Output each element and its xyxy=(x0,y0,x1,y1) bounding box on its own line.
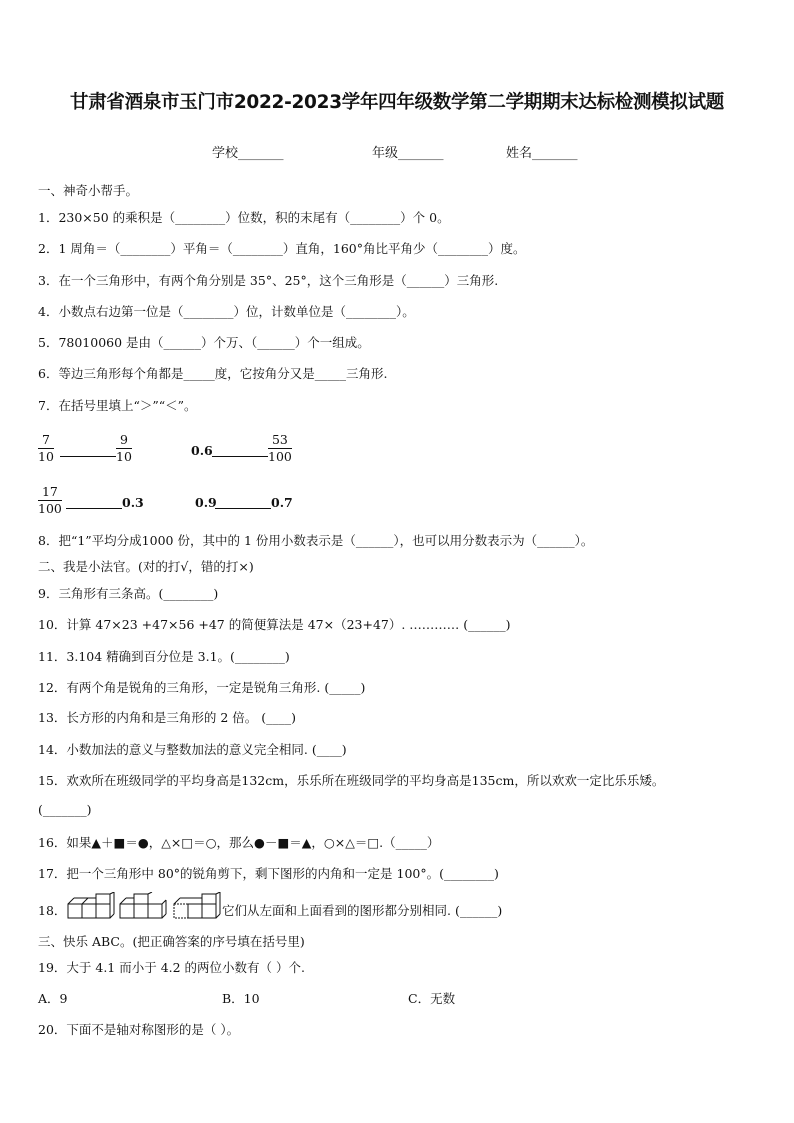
question-13: 13．长方形的内角和是三角形的 2 倍。 (____) xyxy=(38,710,297,725)
question-3: 3．在一个三角形中，有两个角分别是 35°、25°，这个三角形是（______）三角形. xyxy=(38,273,499,288)
cube-figure-2 xyxy=(118,892,168,924)
fraction: 17 100 xyxy=(38,484,62,516)
section-heading: 二、我是小法官。(对的打√，错的打×) xyxy=(38,559,254,574)
grade-field[interactable]: 年级_______ xyxy=(372,146,444,161)
question-4: 4．小数点右边第一位是（________）位，计数单位是（________）。 xyxy=(38,304,415,319)
section-heading: 三、快乐 ABC。(把正确答案的序号填在括号里) xyxy=(38,934,305,949)
cube-stack-icon xyxy=(118,892,168,924)
answer-blank[interactable] xyxy=(66,508,122,509)
question-17: 17．把一个三角形中 80°的锐角剪下，剩下图形的内角和一定是 100°。(________) xyxy=(38,866,499,881)
question-12: 12．有两个角是锐角的三角形，一定是锐角三角形. (_____) xyxy=(38,680,366,695)
fraction: 7 10 xyxy=(38,432,54,464)
decimal-value: 0.3 xyxy=(122,495,144,510)
decimal-value: 0.6 xyxy=(191,443,213,458)
exam-title: 甘肃省酒泉市玉门市2022-2023学年四年级数学第二学期期末达标检测模拟试题 xyxy=(70,92,724,113)
school-field[interactable]: 学校_______ xyxy=(212,146,284,161)
question-16: 16．如果▲＋■＝●，△×□＝○，那么●－■＝▲，○×△＝□.（_____） xyxy=(38,835,440,850)
question-8: 8．把“1”平均分成1000 份，其中的 1 份用小数表示是（______），也可以用分数表示为（______）。 xyxy=(38,533,594,548)
question-11: 11．3.104 精确到百分位是 3.1。(________) xyxy=(38,649,290,664)
answer-blank[interactable] xyxy=(215,508,271,509)
cube-stack-icon xyxy=(172,892,222,924)
question-2: 2．1 周角＝（________）平角＝（________）直角，160°角比平角少（________）度。 xyxy=(38,241,526,256)
question-20: 20．下面不是轴对称图形的是（ ）。 xyxy=(38,1022,240,1037)
section-heading: 一、神奇小帮手。 xyxy=(38,183,139,198)
question-19: 19．大于 4.1 而小于 4.2 的两位小数有（ ）个. xyxy=(38,960,306,975)
question-5: 5．78010060 是由（______）个万、（______）个一组成。 xyxy=(38,335,370,350)
name-field[interactable]: 姓名_______ xyxy=(506,146,578,161)
question-10: 10．计算 47×23 +47×56 +47 的简便算法是 47×（23+47）. ………… (______) xyxy=(38,617,511,632)
cube-figure-1 xyxy=(66,892,116,924)
answer-blank[interactable] xyxy=(212,456,268,457)
question-1: 1．230×50 的乘积是（________）位数，积的末尾有（________）个 0。 xyxy=(38,210,450,225)
cube-stack-icon xyxy=(66,892,116,924)
option-c[interactable]: C．无数 xyxy=(408,991,456,1006)
question-15: 15．欢欢所在班级同学的平均身高是132cm，乐乐所在班级同学的平均身高是135cm，所以欢欢一定比乐乐矮。 xyxy=(38,773,665,788)
question-7: 7．在括号里填上“＞”“＜”。 xyxy=(38,398,197,413)
decimal-value: 0.9 xyxy=(195,495,217,510)
question-14: 14．小数加法的意义与整数加法的意义完全相同. (____) xyxy=(38,742,347,757)
option-b[interactable]: B．10 xyxy=(222,991,260,1006)
answer-blank[interactable] xyxy=(60,456,116,457)
cube-figure-3 xyxy=(172,892,222,924)
question-6: 6．等边三角形每个角都是_____度，它按角分又是_____三角形. xyxy=(38,366,388,381)
question-18-number: 18． xyxy=(38,903,67,918)
question-9: 9．三角形有三条高。(________) xyxy=(38,586,219,601)
fraction: 9 10 xyxy=(116,432,132,464)
question-15-answer: (_______) xyxy=(38,802,92,817)
fraction: 53 100 xyxy=(268,432,292,464)
option-a[interactable]: A．9 xyxy=(38,991,68,1006)
decimal-value: 0.7 xyxy=(271,495,293,510)
question-18: 它们从左面和上面看到的图形都分别相同. (______) xyxy=(222,903,503,918)
